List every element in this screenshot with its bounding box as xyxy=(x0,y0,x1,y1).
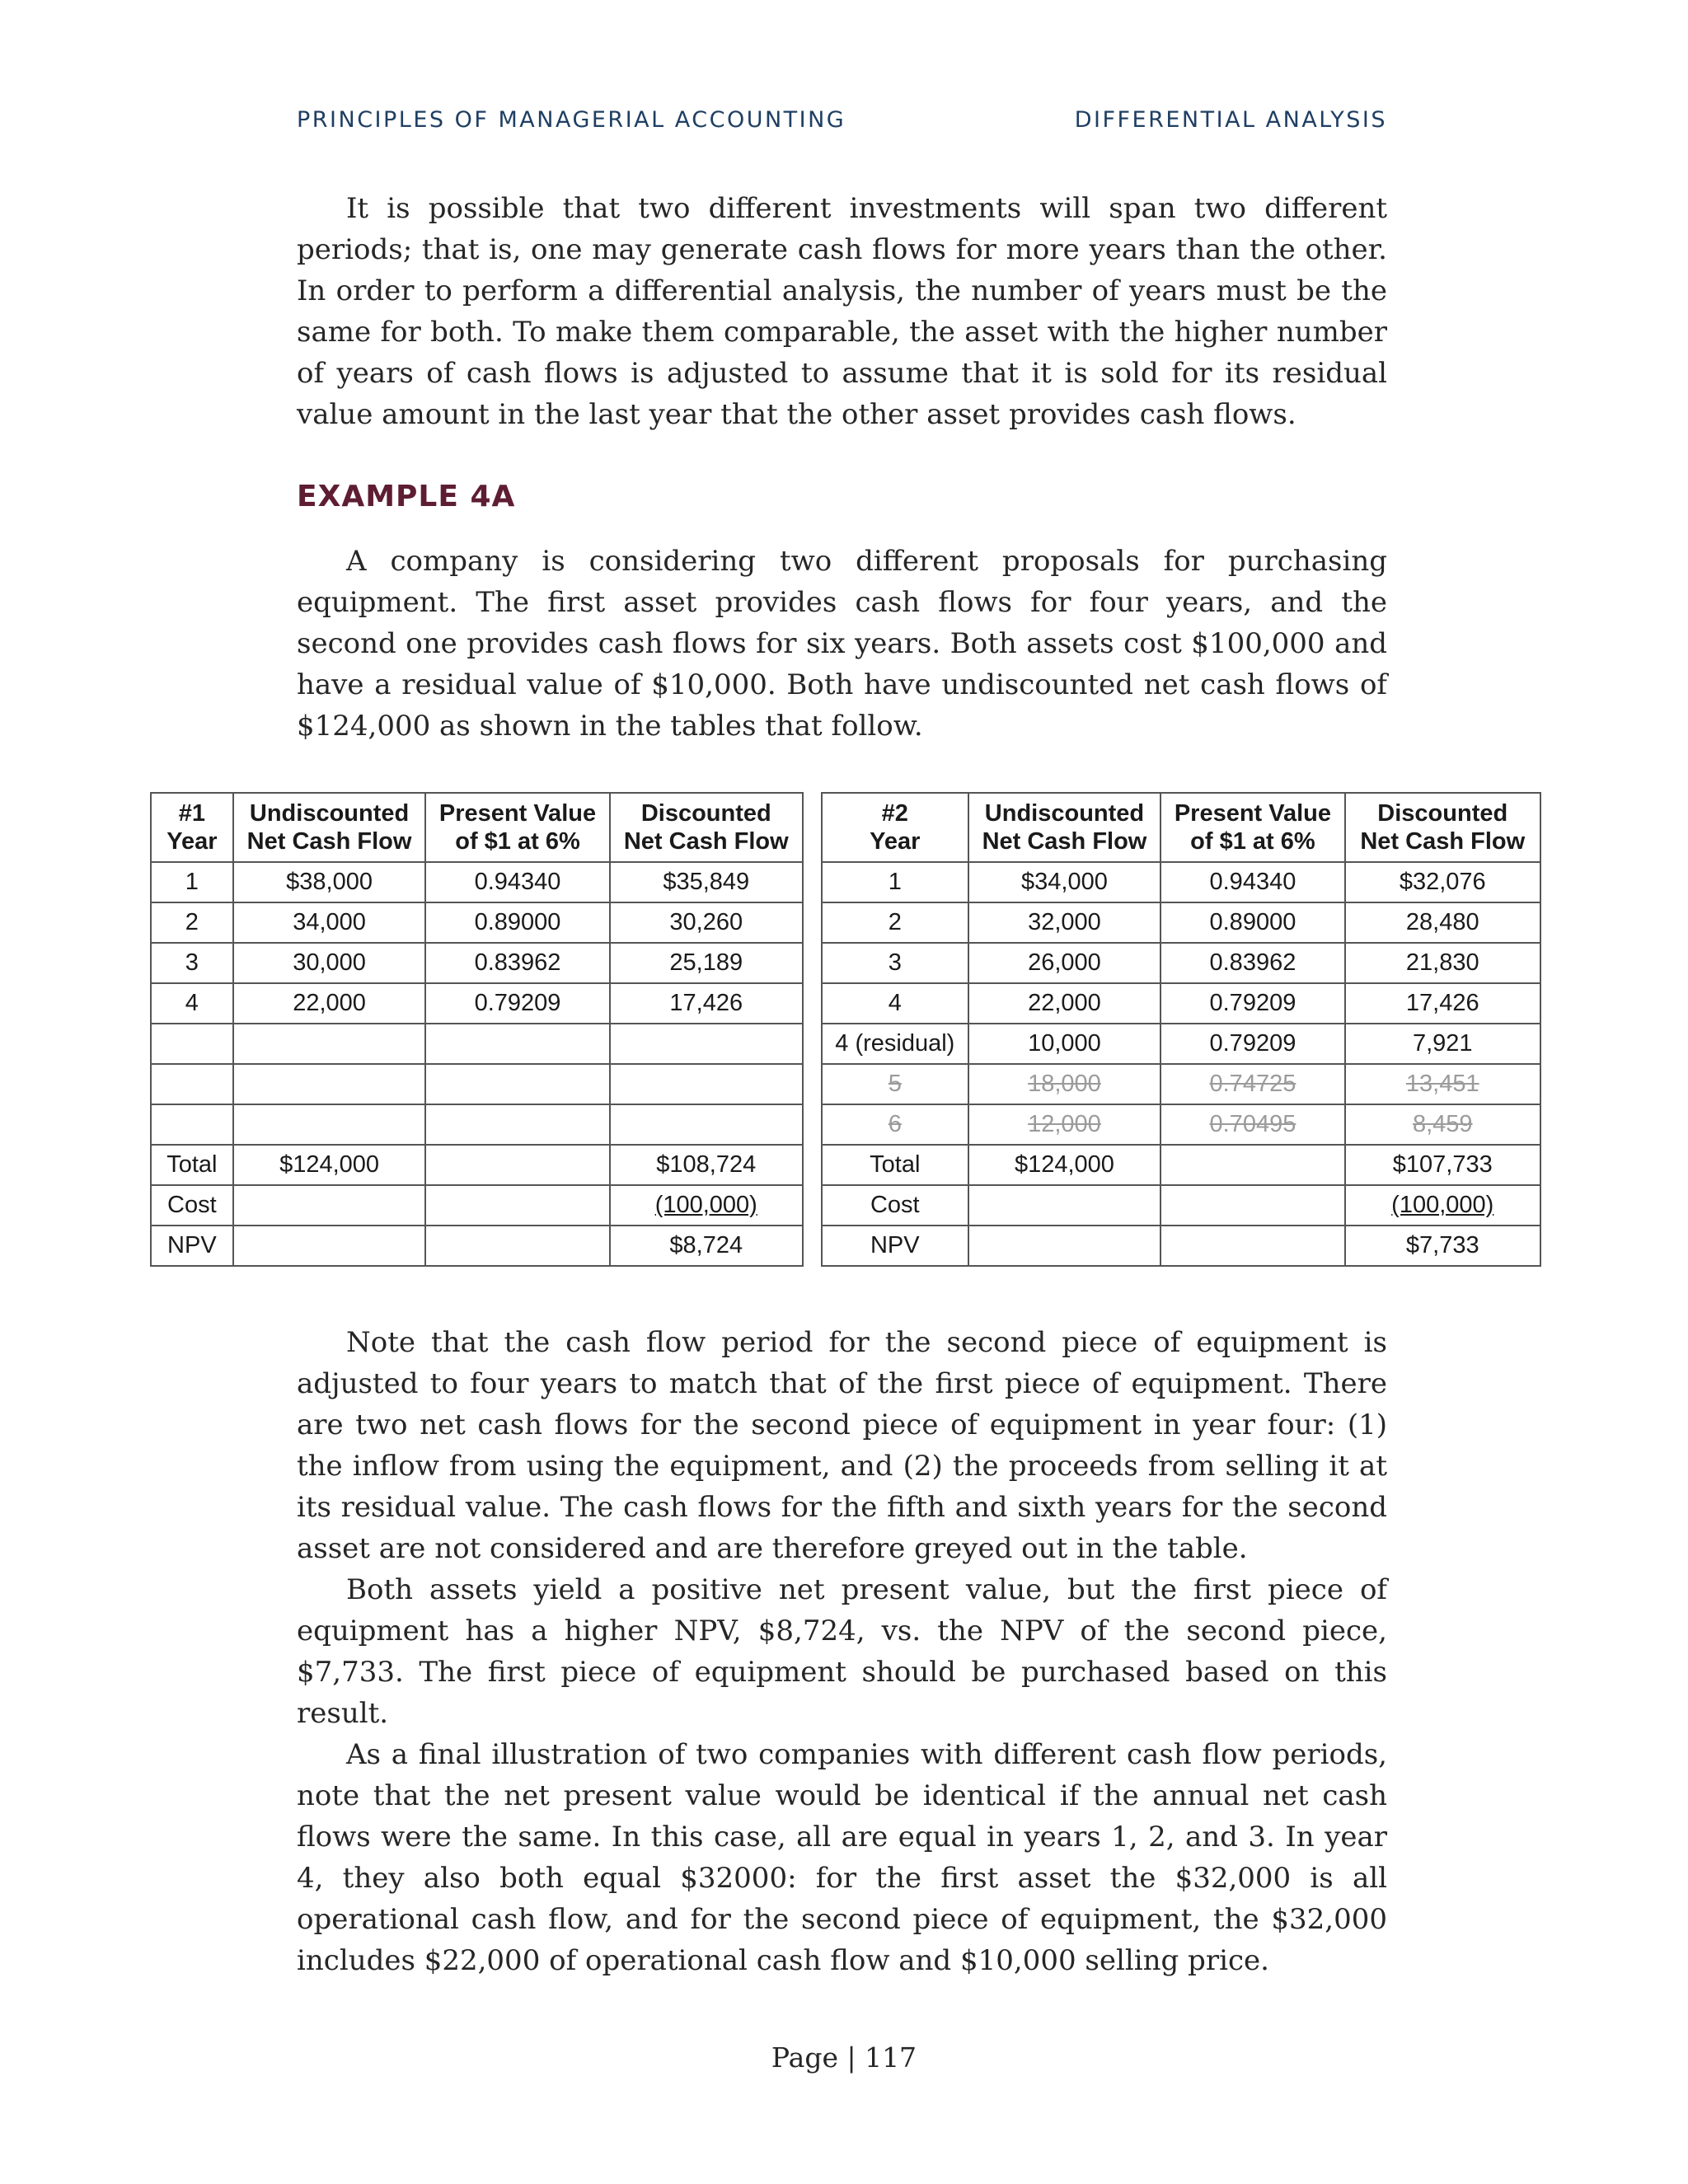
year-cell xyxy=(151,1104,233,1145)
table-row xyxy=(822,902,1540,943)
header-line: Undiscounted xyxy=(249,800,410,827)
table-row xyxy=(822,862,1540,902)
present-value-cell: 0.79209 xyxy=(425,983,609,1024)
intro-text-block xyxy=(297,188,1387,435)
year-cell: 3 xyxy=(151,943,233,983)
year-cell: 6 xyxy=(822,1104,968,1145)
present-value-cell: 0.83962 xyxy=(1160,943,1344,983)
present-value-cell xyxy=(425,1185,609,1226)
present-value-cell: 0.79209 xyxy=(1160,1024,1344,1064)
cost-value: (100,000) xyxy=(1391,1192,1494,1218)
discounted-cell: 17,426 xyxy=(1345,983,1540,1024)
year-cell: 1 xyxy=(822,862,968,902)
header-line: #1 xyxy=(178,800,205,827)
undiscounted-cell xyxy=(233,1024,426,1064)
table-row xyxy=(151,862,803,902)
undiscounted-cell: 30,000 xyxy=(233,943,426,983)
cash-flow-table-asset-2 xyxy=(821,792,1541,1267)
note-text-block xyxy=(297,1322,1387,1981)
header-line: Year xyxy=(870,828,921,855)
intro-paragraph: It is possible that two different investments will span two different periods; that is, one may generate cash flows for more years than the other. In order to perform a differential analysis, the number of years must be the same for both. To make them comparable, the asset with the higher number of years of cash flows is adjusted to assume that it is sold for its residual value amount in the last year that the other asset provides cash flows. xyxy=(297,192,1387,431)
present-value-cell xyxy=(1160,1226,1344,1266)
running-header-book-title: PRINCIPLES OF MANAGERIAL ACCOUNTING xyxy=(297,107,846,133)
year-cell: 5 xyxy=(822,1064,968,1104)
undiscounted-cell xyxy=(233,1064,426,1104)
present-value-cell: 0.94340 xyxy=(425,862,609,902)
present-value-cell: 0.83962 xyxy=(425,943,609,983)
discounted-cell: $107,733 xyxy=(1345,1145,1540,1185)
year-cell: NPV xyxy=(822,1226,968,1266)
discounted-cell: $32,076 xyxy=(1345,862,1540,902)
year-cell: NPV xyxy=(151,1226,233,1266)
discounted-cell xyxy=(1345,1185,1540,1226)
discounted-cell: $7,733 xyxy=(1345,1226,1540,1266)
header-line: of $1 at 6% xyxy=(455,828,580,855)
present-value-cell xyxy=(425,1024,609,1064)
year-cell: 1 xyxy=(151,862,233,902)
undiscounted-cell: 18,000 xyxy=(968,1064,1161,1104)
table-header-row xyxy=(822,793,1540,862)
year-cell: 3 xyxy=(822,943,968,983)
undiscounted-cell xyxy=(968,1185,1161,1226)
discounted-cell: $8,724 xyxy=(610,1226,803,1266)
table-row xyxy=(151,983,803,1024)
table-row-empty xyxy=(151,1024,803,1064)
undiscounted-cell: 26,000 xyxy=(968,943,1161,983)
table-row-cost xyxy=(822,1185,1540,1226)
discounted-cell: 8,459 xyxy=(1345,1104,1540,1145)
cost-value: (100,000) xyxy=(654,1192,757,1218)
present-value-cell: 0.70495 xyxy=(1160,1104,1344,1145)
table-row xyxy=(151,902,803,943)
year-cell: Cost xyxy=(151,1185,233,1226)
header-line: Net Cash Flow xyxy=(982,828,1147,855)
year-cell: Total xyxy=(822,1145,968,1185)
year-cell: Total xyxy=(151,1145,233,1185)
cash-flow-table-asset-1 xyxy=(150,792,804,1267)
note-paragraph-3: As a final illustration of two companies with different cash flow periods, note that the net present value would be identical if the annual net cash flows were the same. In this case, all are equal in years 1, 2, and 3. In year 4, they also both equal $32000: for the first asset the $32,000 is all operational cash flow, and for the second piece of equipment, the $32,000 includes $22,000 of operational cash flow and $10,000 selling price. xyxy=(297,1738,1387,1977)
undiscounted-column-header xyxy=(233,793,426,862)
table-row-total xyxy=(151,1145,803,1185)
present-value-cell xyxy=(425,1145,609,1185)
year-cell: 4 xyxy=(822,983,968,1024)
example-paragraph: A company is considering two different proposals for purchasing equipment. The first asset provides cash flows for four years, and the second one provides cash flows for six years. Both assets cost $100,000 and have a residual value of $10,000. Both have undiscounted net cash flows of $124,000 as shown in the tables that follow. xyxy=(297,545,1387,743)
header-line: Year xyxy=(166,828,218,855)
present-value-cell: 0.89000 xyxy=(1160,902,1344,943)
discounted-column-header xyxy=(1345,793,1540,862)
note-paragraph-2: Both assets yield a positive net present value, but the first piece of equipment has a higher NPV, $8,724, vs. the NPV of the second piece, $7,733. The first piece of equipment should be purchased based on this result. xyxy=(297,1573,1387,1730)
header-line: Discounted xyxy=(640,800,771,827)
discounted-cell: 25,189 xyxy=(610,943,803,983)
discounted-cell: 17,426 xyxy=(610,983,803,1024)
discounted-cell xyxy=(610,1024,803,1064)
undiscounted-cell: $34,000 xyxy=(968,862,1161,902)
header-line: Discounted xyxy=(1377,800,1508,827)
undiscounted-cell: 10,000 xyxy=(968,1024,1161,1064)
year-cell: 2 xyxy=(151,902,233,943)
discounted-cell: 7,921 xyxy=(1345,1024,1540,1064)
running-header-chapter-title: DIFFERENTIAL ANALYSIS xyxy=(1074,107,1387,133)
table-row-empty xyxy=(151,1064,803,1104)
table-row xyxy=(822,983,1540,1024)
example-text-block xyxy=(297,541,1387,747)
undiscounted-cell: 22,000 xyxy=(968,983,1161,1024)
present-value-cell: 0.89000 xyxy=(425,902,609,943)
table-row-residual xyxy=(822,1024,1540,1064)
table-header-row xyxy=(151,793,803,862)
discounted-cell: 21,830 xyxy=(1345,943,1540,983)
year-cell: 4 xyxy=(151,983,233,1024)
header-line: Present Value xyxy=(1174,800,1332,827)
header-line: Net Cash Flow xyxy=(1360,828,1526,855)
undiscounted-cell: $124,000 xyxy=(968,1145,1161,1185)
table-row-greyed xyxy=(822,1064,1540,1104)
undiscounted-cell xyxy=(233,1226,426,1266)
present-value-cell: 0.74725 xyxy=(1160,1064,1344,1104)
discounted-cell xyxy=(610,1104,803,1145)
year-cell: Cost xyxy=(822,1185,968,1226)
present-value-cell: 0.94340 xyxy=(1160,862,1344,902)
discounted-cell: 28,480 xyxy=(1345,902,1540,943)
year-cell xyxy=(151,1024,233,1064)
header-line: Net Cash Flow xyxy=(246,828,412,855)
discounted-cell: 30,260 xyxy=(610,902,803,943)
header-line: of $1 at 6% xyxy=(1190,828,1315,855)
discounted-cell: 13,451 xyxy=(1345,1064,1540,1104)
table-row-empty xyxy=(151,1104,803,1145)
table-row-cost xyxy=(151,1185,803,1226)
note-paragraph-1: Note that the cash flow period for the second piece of equipment is adjusted to four years to match that of the first piece of equipment. There are two net cash flows for the second piece of equipment in year four: (1) the inflow from using the equipment, and (2) the proceeds from selling it at its residual value. The cash flows for the fifth and sixth years for the second asset are not considered and are therefore greyed out in the table. xyxy=(297,1326,1387,1565)
header-line: Undiscounted xyxy=(984,800,1145,827)
table-row xyxy=(822,943,1540,983)
year-cell: 2 xyxy=(822,902,968,943)
discounted-cell xyxy=(610,1185,803,1226)
discounted-column-header xyxy=(610,793,803,862)
year-cell: 4 (residual) xyxy=(822,1024,968,1064)
undiscounted-cell: 22,000 xyxy=(233,983,426,1024)
present-value-cell xyxy=(1160,1145,1344,1185)
present-value-column-header xyxy=(425,793,609,862)
present-value-column-header xyxy=(1160,793,1344,862)
undiscounted-cell: $38,000 xyxy=(233,862,426,902)
table-row xyxy=(151,943,803,983)
example-heading: EXAMPLE 4A xyxy=(297,480,516,513)
header-line: Net Cash Flow xyxy=(623,828,789,855)
undiscounted-cell: 32,000 xyxy=(968,902,1161,943)
table-row-total xyxy=(822,1145,1540,1185)
present-value-cell xyxy=(425,1226,609,1266)
undiscounted-cell: 12,000 xyxy=(968,1104,1161,1145)
undiscounted-cell xyxy=(233,1185,426,1226)
header-line: #2 xyxy=(881,800,908,827)
undiscounted-column-header xyxy=(968,793,1161,862)
present-value-cell xyxy=(425,1064,609,1104)
present-value-cell xyxy=(425,1104,609,1145)
table-row-greyed xyxy=(822,1104,1540,1145)
discounted-cell: $108,724 xyxy=(610,1145,803,1185)
undiscounted-cell xyxy=(968,1226,1161,1266)
table-row-npv xyxy=(151,1226,803,1266)
page-number: Page | 117 xyxy=(771,2041,917,2074)
year-cell xyxy=(151,1064,233,1104)
header-line: Present Value xyxy=(438,800,597,827)
table-row-npv xyxy=(822,1226,1540,1266)
discounted-cell xyxy=(610,1064,803,1104)
year-column-header xyxy=(822,793,968,862)
present-value-cell xyxy=(1160,1185,1344,1226)
year-column-header xyxy=(151,793,233,862)
undiscounted-cell: 34,000 xyxy=(233,902,426,943)
present-value-cell: 0.79209 xyxy=(1160,983,1344,1024)
discounted-cell: $35,849 xyxy=(610,862,803,902)
undiscounted-cell xyxy=(233,1104,426,1145)
undiscounted-cell: $124,000 xyxy=(233,1145,426,1185)
